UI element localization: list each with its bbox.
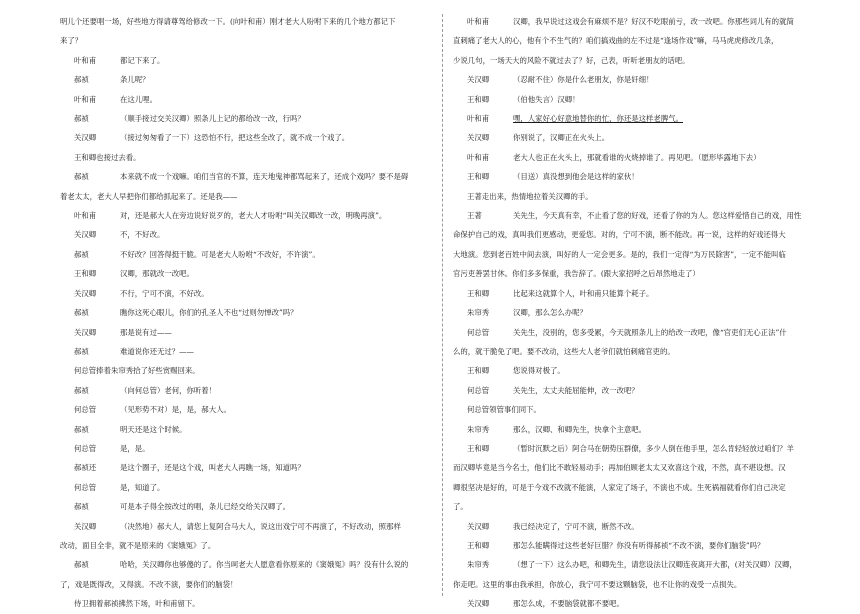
speaker-name: 何总管: [74, 405, 97, 415]
line-text: 明天还是这个时候。: [120, 424, 187, 434]
line-text: 比起来这就算个人，叶和甫只能算个耗子。: [513, 288, 654, 298]
line-text: 王著走出来，热情地拉着关汉卿的手。: [467, 191, 593, 201]
speaker-name: 朱帘秀: [467, 424, 490, 434]
line-text: 是，是。: [120, 443, 150, 453]
line-text: 您说得对极了。: [513, 366, 565, 376]
dialogue-line: [453, 361, 845, 380]
line-text: （想了一下）这么办吧，和卿先生，请您设法让汉卿连夜离开大都，(对关汉卿）汉卿，: [513, 560, 797, 570]
dialogue-line: [453, 128, 845, 147]
dialogue-line: [453, 381, 845, 400]
line-text: 来了？: [60, 36, 83, 46]
line-text: 对，还是郝大人在旁边说好说歹的，老大人才吩咐“叫关汉卿改一改，明晚再演”。: [120, 211, 387, 221]
line-text: 改动，面目全非，就不是原来的《窦娥冤》了。: [60, 540, 216, 550]
stage-direction: [60, 361, 452, 380]
speaker-name: 何总管: [74, 443, 97, 453]
dialogue-line: [453, 167, 845, 186]
continuation-line: [453, 225, 845, 244]
line-text: 你走吧。这里的事由我承担，你放心，我宁可不要这颗脑袋，也不让你的戏受一点损失。: [453, 579, 742, 589]
continuation-line: [453, 31, 845, 50]
dialogue-line: [60, 478, 452, 497]
line-text: 关先生，今天真有幸，不止看了您的好戏，还看了你的为人。您这样爱惜自己的戏，用性: [513, 211, 802, 221]
speaker-name: 叶和甫: [467, 152, 490, 162]
line-text: 我已经决定了，宁可不演，断然不改。: [513, 521, 639, 531]
speaker-name: 何总管: [467, 327, 490, 337]
speaker-name: 王和卿: [467, 288, 490, 298]
line-text: 不，不好改。: [120, 230, 165, 240]
dialogue-line: [60, 497, 452, 516]
line-text: 本来就不成一个戏嘛。咱们当官的不算，连天地鬼神都骂起来了，还成个戏吗？要不是碍: [120, 172, 409, 182]
line-text: 汉卿，我早说过这戏会有麻烦不是？好汉不吃眼前亏，改一改吧。你那些词儿有的就简: [513, 17, 794, 26]
line-text: 哈哈，关汉卿你也够傻的了。你当呵老大人愿意看你原来的《窦娥冤》吗？没有什么说的: [120, 560, 409, 570]
line-text: 那么，汉卿、和卿先生，快拿个主意吧。: [513, 424, 647, 434]
speaker-name: 王著: [467, 211, 482, 221]
line-text: 在这儿哩。: [120, 94, 157, 104]
line-text: 汉卿，那就改一改吧。: [120, 269, 194, 279]
line-text: （见形势不对）是，是，郝大人。: [120, 405, 231, 415]
continuation-line: [60, 187, 452, 206]
dialogue-line: [60, 128, 452, 147]
speaker-name: 叶和甫: [74, 55, 97, 65]
dialogue-line: [60, 90, 452, 109]
speaker-name: 郝祯: [74, 308, 89, 318]
line-text: 大地演。您到老百姓中间去演，叫好的人一定会更多。是的，我们一定得“为万民除害”，一定不能叫临: [453, 249, 786, 259]
line-text: 可是本子得全按改过的唱，条儿已经交给关汉卿了。: [120, 502, 290, 512]
line-text: （忍耐不住）你是什么老朋友，你是奸细！: [513, 75, 654, 85]
speaker-name: 郝祯: [74, 346, 89, 356]
line-text: 难道说你还无过？——: [120, 346, 194, 356]
speaker-name: 叶和甫: [74, 211, 97, 221]
continuation-line: [453, 497, 845, 516]
line-text: 关先生，没别的，您多受累，今天就照条儿上的给改一改吧，像“官吏们无心正法”什: [513, 327, 787, 337]
dialogue-line: [453, 517, 845, 536]
line-text: 都记下来了。: [120, 55, 165, 65]
stage-direction: [453, 187, 845, 206]
speaker-name: 郝祯: [74, 172, 89, 182]
dialogue-line: [453, 536, 845, 555]
dialogue-line: [60, 517, 452, 536]
speaker-name: 郝祯: [74, 560, 89, 570]
stage-direction: [60, 148, 452, 167]
speaker-name: 关汉卿: [74, 327, 97, 337]
line-text: （顺手接过交关汉卿）照条儿上记的都给改一改，行吗？: [120, 114, 305, 124]
dialogue-line: [60, 109, 452, 128]
dialogue-line: [60, 555, 452, 574]
continuation-line: [453, 458, 845, 477]
speaker-name: 关汉卿: [467, 599, 490, 609]
line-text: 瞧你这死心眼儿，你们的孔圣人不也“过则勿惮改”吗？: [120, 308, 298, 318]
line-text: 少说几句，一场天大的风险不就过去了？好，己表，听听老朋友的话吧。: [453, 55, 690, 65]
dialogue-line: [453, 439, 845, 458]
line-text: （决然地）郝大人，请您上复阿合马大人，说这出戏宁可不再演了，不好改动，照那样: [120, 521, 401, 531]
continuation-line: [453, 51, 845, 70]
dialogue-line: [60, 167, 452, 186]
dialogue-line: [60, 303, 452, 322]
speaker-name: 王和卿: [467, 172, 490, 182]
speaker-name: 郝祯: [74, 385, 89, 395]
line-text: 嘿，人家好心好意地替你的忙，你还是这样老脾气。: [513, 114, 683, 124]
line-text: 么的，就干脆免了吧。要不改动，这些大人老爷们就怕刺痛官吏的。: [453, 346, 675, 356]
line-text: 不好改？回答得挺干脆。可是老大人吩咐“不改好，不许演”。: [120, 249, 320, 259]
dialogue-line: [60, 284, 452, 303]
dialogue-line: [453, 206, 845, 225]
speaker-name: 王和卿: [74, 269, 97, 279]
speaker-name: 关汉卿: [467, 133, 490, 143]
speaker-name: 关汉卿: [467, 75, 490, 85]
dialogue-line: [60, 342, 452, 361]
dialogue-line: [60, 206, 452, 225]
dialogue-line: [60, 51, 452, 70]
speaker-name: 王和卿: [467, 540, 490, 550]
continuation-line: [453, 478, 845, 497]
line-text: 官污吏善罢甘休。你们多多保重，我告辞了。(跟大家招呼之后昂然地走了）: [453, 269, 700, 279]
dialogue-line: [453, 420, 845, 439]
speaker-name: 关汉卿: [74, 230, 97, 240]
stage-direction: [60, 594, 452, 613]
line-text: 着老太太，老大人早把你们都给抓起来了。还是我——: [60, 191, 238, 201]
continuation-line: [60, 12, 452, 31]
continuation-line: [453, 342, 845, 361]
line-text: 了。: [453, 502, 468, 512]
line-text: （伯他失言）汉卿！: [513, 94, 580, 104]
left-text-column: [60, 12, 452, 609]
speaker-name: 关汉卿: [74, 288, 97, 298]
speaker-name: 郝祯: [74, 424, 89, 434]
continuation-line: [60, 575, 452, 594]
line-text: 而汉卿毕竟是当今名士，他们比不敢轻易动手；再加伯顾老太太又欢喜这个戏，不然，真不堪设想。汉: [453, 463, 786, 473]
dialogue-line: [60, 323, 452, 342]
speaker-name: 郝祯: [74, 502, 89, 512]
dialogue-line: [60, 458, 452, 477]
dialogue-line: [60, 264, 452, 283]
speaker-name: 郝祯: [74, 249, 89, 259]
right-text-column: [453, 12, 845, 609]
line-text: 王和卿也接过去看。: [74, 152, 141, 162]
speaker-name: 朱帘秀: [467, 560, 490, 570]
dialogue-line: [453, 323, 845, 342]
line-text: （目送）真没想到他会是这样的家伙！: [513, 172, 639, 182]
dialogue-line: [60, 381, 452, 400]
speaker-name: 王和卿: [467, 443, 490, 453]
speaker-name: 何总管: [467, 385, 490, 395]
speaker-name: 郝祯: [74, 114, 89, 124]
speaker-name: 叶和甫: [467, 114, 490, 124]
line-text: 汉卿，那么怎么办呢？: [513, 308, 587, 318]
dialogue-line: [453, 148, 845, 167]
dialogue-line: [453, 594, 845, 613]
line-text: 命保护自己的戏，真叫我们更感动，更爱您。对的，宁可不演，断不能改。再一说，这样的好戏还得大: [453, 230, 786, 240]
speaker-name: 王和卿: [467, 94, 490, 104]
line-text: 老大人也正在火头上，那就看谁的火烧掉谁了。再见吧。（愿形毕露地下去）: [513, 152, 761, 162]
speaker-name: 王和卿: [467, 366, 490, 376]
line-text: 是，知道了。: [120, 482, 165, 492]
line-text: 条儿呢？: [120, 75, 150, 85]
dialogue-line: [453, 555, 845, 574]
line-text: 关先生，太丈夫能屈能伸，改一改吧？: [513, 385, 639, 395]
speaker-name: 叶和甫: [467, 17, 490, 26]
line-text: 你别说了，汉卿正在火头上。: [513, 133, 610, 143]
line-text: （向何总管）老何，你听着！: [120, 385, 217, 395]
speaker-name: 关汉卿: [74, 133, 97, 143]
line-text: 侍卫拥着郝祯拂然下场，叶和甫留下。: [74, 599, 200, 609]
line-text: （暂时沉默之后）阿合马在朝势压群僚，多少人倒在他手里，怎么肯轻轻放过咱们？羊: [513, 443, 794, 453]
dialogue-line: [60, 225, 452, 244]
line-text: 是这个圈子，还是这个戏，叫老大人再瞧一场，知道吗？: [120, 463, 305, 473]
column-divider: [442, 14, 443, 596]
dialogue-line: [60, 400, 452, 419]
line-text: 何总管捧着朱帘秀拾了好些赏赐回来。: [74, 366, 200, 376]
continuation-line: [60, 536, 452, 555]
speaker-name: 关汉卿: [467, 521, 490, 531]
dialogue-line: [60, 245, 452, 264]
speaker-name: 朱帘秀: [467, 308, 490, 318]
dialogue-line: [453, 12, 845, 31]
line-text: 不行，宁可不演，不好改。: [120, 288, 209, 298]
speaker-name: 叶和甫: [74, 94, 97, 104]
dialogue-line: [453, 284, 845, 303]
speaker-name: 郝祯还: [74, 463, 97, 473]
continuation-line: [453, 264, 845, 283]
line-text: 那是说有过——: [120, 327, 172, 337]
speaker-name: 关汉卿: [74, 521, 97, 531]
dialogue-line: [453, 109, 845, 128]
stage-direction: [453, 400, 845, 419]
line-text: （接过匆匆看了一下）这恐怕不行，把这些全改了，就不成一个戏了。: [120, 133, 350, 143]
dialogue-line: [453, 70, 845, 89]
continuation-line: [453, 575, 845, 594]
line-text: 那怎么能瞒得过这些老好巨腊？你没有听得郝祯“不改不演，要你们脑袋”吗？: [513, 540, 765, 550]
dialogue-line: [453, 303, 845, 322]
line-text: 卿很坚决是好的，可是于今戏不改就不能演，人家定了场子，不演也不成。生死祸福就看你们自己决定: [453, 482, 786, 492]
line-text: 明儿个还要唱一场，好些地方得请尊驾给修改一下。(向叶和甫）刚才老大人吩咐下来的几个地方都记下: [60, 17, 396, 26]
speaker-name: 何总管: [74, 482, 97, 492]
dialogue-line: [60, 439, 452, 458]
line-text: 直刺痛了老大人的心，他有个不生气的？咱们搞戏曲的左不过是“逢场作戏”嘛，马马虎虎修改几条，: [453, 36, 779, 46]
dialogue-line: [60, 420, 452, 439]
line-text: 何总管领管事们同下。: [467, 405, 541, 415]
line-text: 那怎么成，不要脑袋就都不要吧。: [513, 599, 624, 609]
dialogue-line: [453, 90, 845, 109]
line-text: 了，戏是既得改，又得演。不改不演，要你们的脑袋！: [60, 579, 238, 589]
continuation-line: [60, 31, 452, 50]
dialogue-line: [60, 70, 452, 89]
continuation-line: [453, 245, 845, 264]
speaker-name: 郝祯: [74, 75, 89, 85]
